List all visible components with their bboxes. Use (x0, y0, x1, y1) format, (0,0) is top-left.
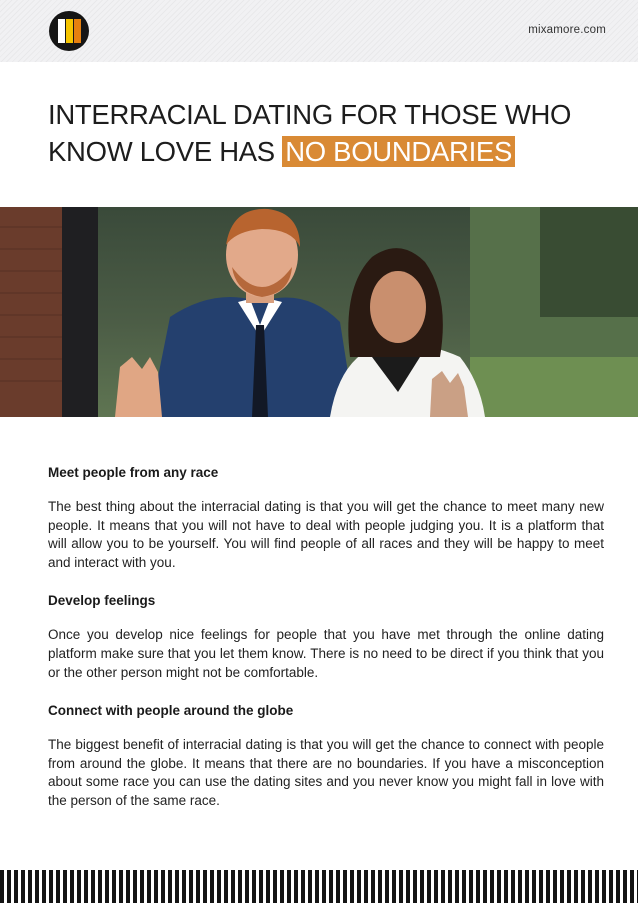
section-paragraph: Once you develop nice feelings for people that you have met through the online dating platform make sure that you let them know. There is no need to be direct if you think that you or the other person might not be comfortable. (48, 627, 604, 680)
logo-stripe-orange (74, 19, 81, 43)
section-develop-feelings (48, 592, 604, 682)
footer-barcode-stripes (0, 870, 638, 903)
woman-face (370, 271, 426, 343)
title-line-1: INTERRACIAL DATING FOR THOSE WHO (48, 99, 572, 130)
title-line-2: KNOW LOVE HAS (48, 136, 283, 167)
couple-photo-illustration (0, 207, 638, 417)
section-heading: Connect with people around the globe (48, 703, 294, 719)
section-meet-people (48, 464, 604, 572)
section-paragraph: The best thing about the interracial dating is that you will get the chance to meet many new people. It means that you will not have to deal with people judging you. It is a platform that will allow you to be yourself. You will find people of all races and they will be happy to meet and interact with you. (48, 499, 604, 570)
logo-stripe-white (58, 19, 65, 43)
man-waving-hand (115, 357, 162, 417)
section-connect-globe (48, 702, 604, 810)
logo-stripe-yellow (66, 19, 73, 43)
page-header (0, 0, 638, 62)
page-title (48, 96, 608, 170)
section-heading: Develop feelings (48, 593, 156, 609)
lawn (470, 357, 638, 417)
trees (540, 207, 638, 317)
title-highlight: NO BOUNDARIES (282, 136, 515, 167)
hero-photo (0, 207, 638, 417)
section-heading: Meet people from any race (48, 465, 219, 480)
article-body (48, 464, 604, 811)
railing-post (62, 207, 98, 417)
brand-logo-icon[interactable] (49, 11, 89, 51)
section-paragraph: The biggest benefit of interracial dating is that you will get the chance to connect with people from around the globe. It means that there are no boundaries. If you have a misconception about some race you can use the dating sites and you never know you might fall in love with the person of the same race. (48, 737, 604, 808)
site-name[interactable]: mixamore.com (528, 24, 606, 36)
